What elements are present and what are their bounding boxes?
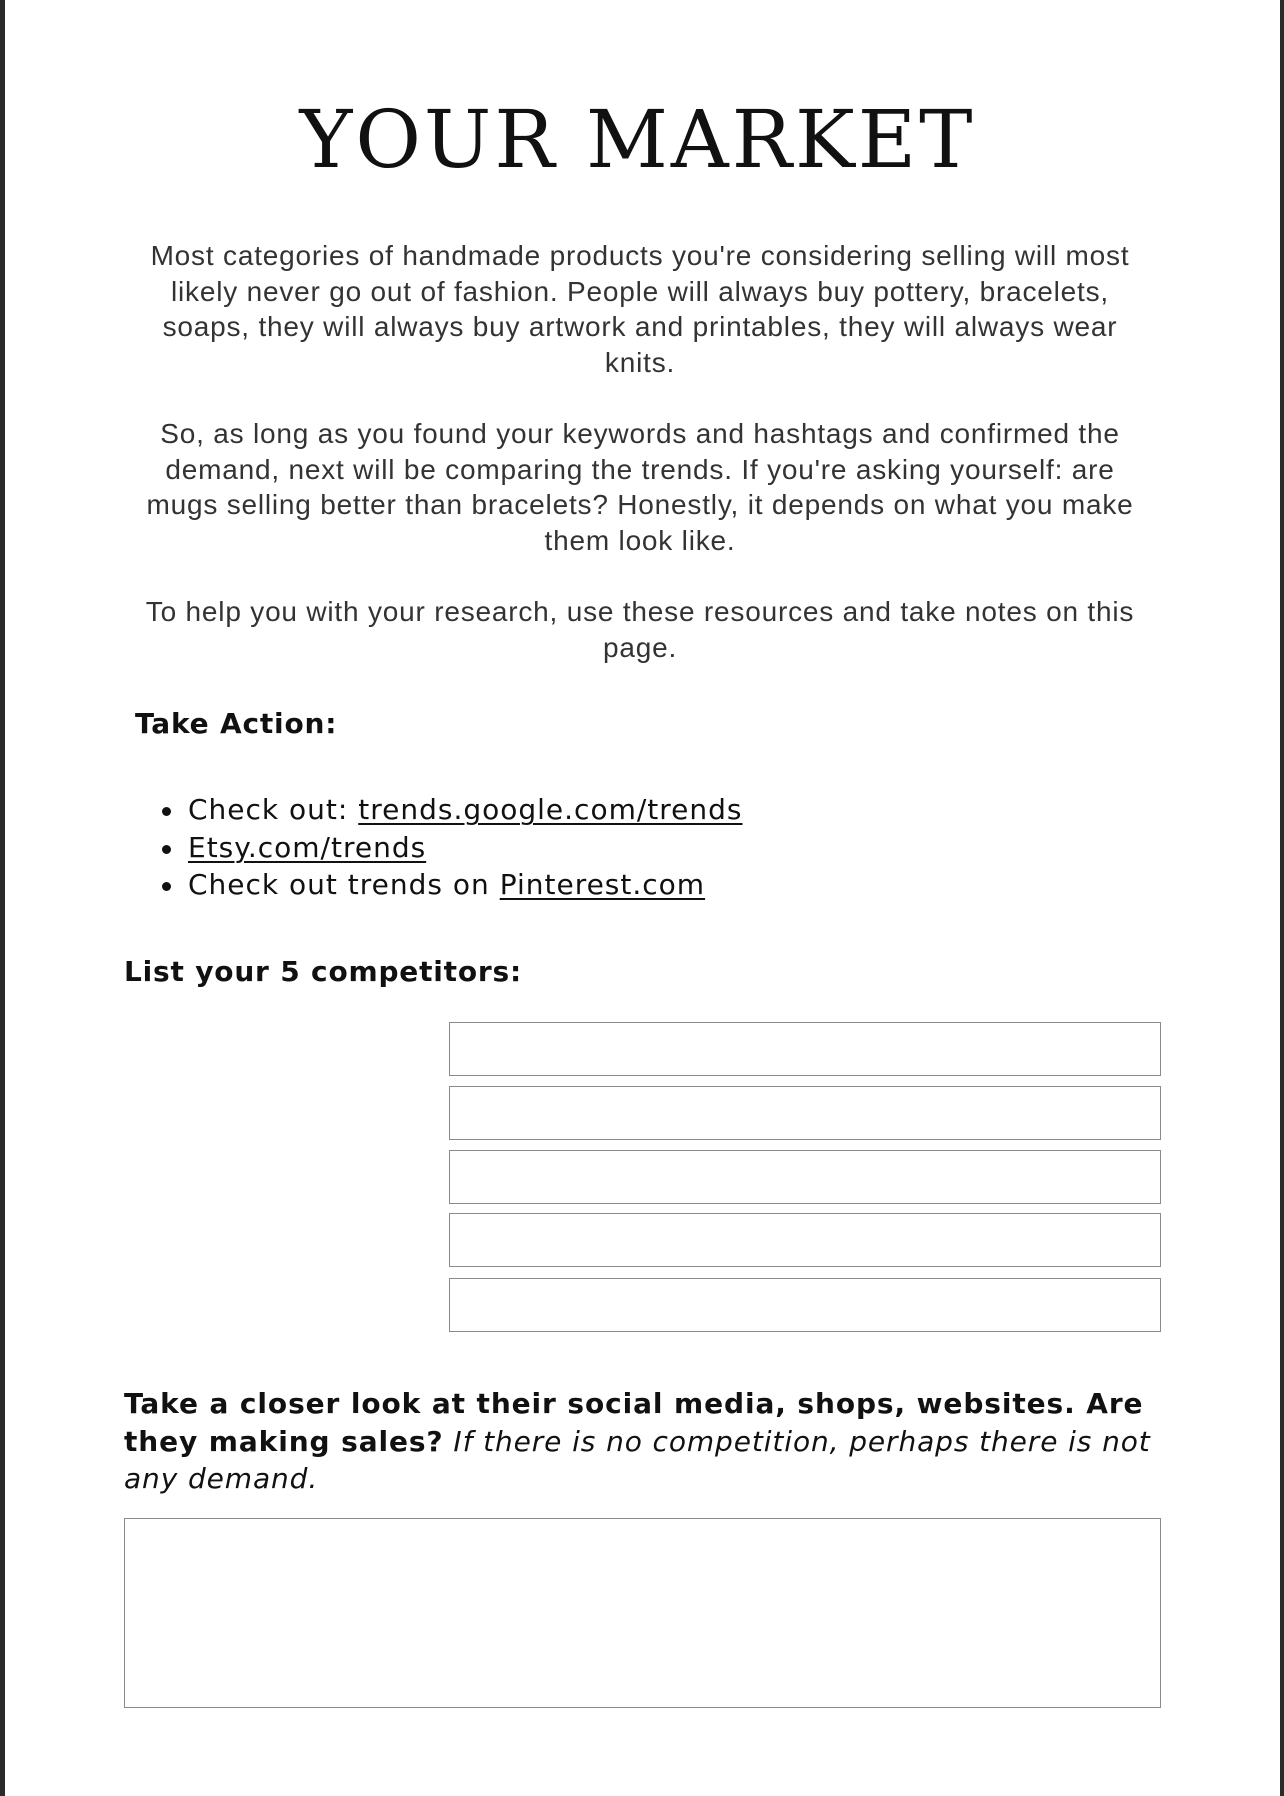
competitor-field-3[interactable] — [449, 1150, 1161, 1204]
competitor-field-5[interactable] — [449, 1278, 1161, 1332]
list-item — [155, 829, 743, 867]
resource-list — [155, 791, 743, 904]
pinterest-link[interactable]: Pinterest.com — [499, 868, 706, 901]
notes-field[interactable] — [124, 1518, 1161, 1708]
resource-prefix: Check out trends on — [188, 868, 500, 901]
list-item — [155, 791, 743, 829]
bullet-icon — [162, 807, 171, 816]
etsy-trends-link[interactable]: Etsy.com/trends — [188, 830, 427, 864]
intro-paragraph-trends: So, as long as you found your keywords and hashtags and confirmed the demand, next will be comparing the trends. If you're asking yourself: are mugs selling better than bracelets? Honestly, it depends on what you make them look like. — [146, 418, 1134, 556]
closer-look-italic: If there is no competition, perhaps there is not any demand. — [124, 1424, 1151, 1495]
page-title: YOUR MARKET — [299, 93, 976, 186]
list-item — [155, 866, 743, 904]
closer-look-bold: Take a closer look at their social media, shops, websites. Are they making sales? — [124, 1387, 1144, 1458]
intro-paragraph-fashion: Most categories of handmade products you're considering selling will most likely never go out of fashion. People will always buy pottery, bracelets, soaps, they will always buy artwork and printables, they will always wear knits. — [150, 240, 1130, 378]
bullet-icon — [162, 845, 171, 854]
intro-paragraph-resources: To help you with your research, use these resources and take notes on this page. — [145, 596, 1135, 663]
google-trends-link[interactable]: trends.google.com/trends — [358, 793, 743, 826]
closer-look-prompt — [124, 1385, 1174, 1498]
competitors-heading: List your 5 competitors: — [124, 955, 522, 988]
resource-prefix: Check out: — [188, 793, 359, 826]
worksheet-page — [5, 0, 1280, 1796]
bullet-icon — [162, 882, 171, 891]
take-action-heading: Take Action: — [135, 707, 338, 740]
competitor-field-2[interactable] — [449, 1086, 1161, 1140]
competitor-field-1[interactable] — [449, 1022, 1161, 1076]
competitor-field-4[interactable] — [449, 1213, 1161, 1267]
